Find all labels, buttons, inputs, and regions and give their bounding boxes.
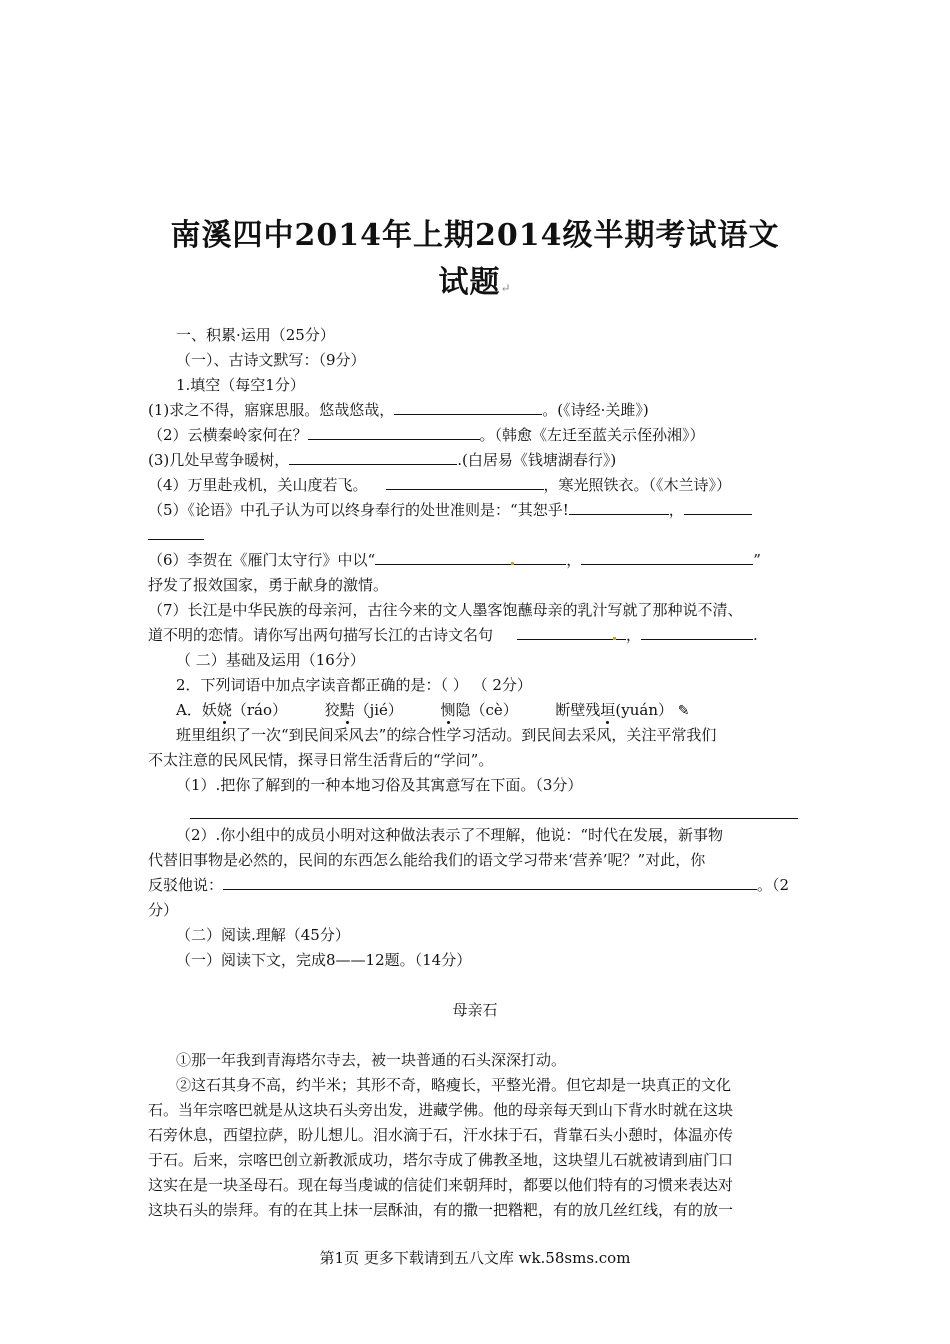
reading-section-heading: （二）阅读.理解（45分）	[176, 926, 350, 944]
answer-blank[interactable]	[148, 525, 204, 540]
section-heading: 一、积累·运用（25分）	[176, 326, 335, 344]
item-2: （2）云横秦岭家何在？ 。（韩愈《左迁至蓝关示侄孙湘》）	[148, 426, 705, 444]
exam-title-line2: 试题↵	[438, 265, 512, 300]
answer-blank[interactable]	[517, 625, 613, 640]
activity-intro: 班里组织了一次“到民间采风去”的综合性学习活动。到民间去采风，关注平常我们	[176, 726, 717, 744]
article-paragraph-2-line: 这实在是一块圣母石。现在每当虔诚的信徒们来朝拜时，都要以他们特有的习惯来表达对	[148, 1176, 734, 1194]
answer-blank[interactable]	[308, 425, 480, 440]
activity-question-1: （1）.把你了解到的一种本地习俗及其寓意写在下面。（3分）	[176, 776, 583, 794]
item-5-continued	[148, 524, 204, 546]
reading-instructions: （一）阅读下文，完成8——12题。（14分）	[176, 951, 472, 969]
answer-blank[interactable]	[289, 450, 457, 465]
question-1: 1.填空（每空1分）	[176, 376, 305, 394]
item-5: （5）《论语》中孔子认为可以终身奉行的处世准则是：“其恕乎! ，	[148, 499, 752, 521]
article-paragraph-2-line: 于石。后来，宗喀巴创立新教派成功，塔尔寺成了佛教圣地，这块望儿石就被请到庙门口	[148, 1151, 734, 1169]
activity-question-2-line3: 反驳他说： 。（2	[148, 876, 790, 894]
question-2: 2．下列词语中加点字读音都正确的是：（ ） （ 2分）	[176, 676, 532, 694]
item-7-continued: 道不明的恋情。请你写出两句描写长江的古诗文名句 ， .	[148, 626, 758, 644]
answer-blank[interactable]	[641, 625, 753, 640]
subsection-heading: （一）、古诗文默写：（9分）	[176, 351, 366, 369]
answer-blank[interactable]	[223, 875, 757, 890]
item-3: (3)几处早莺争暖树， .(白居易《钱塘湖春行》)	[148, 451, 617, 469]
item-4: （4）万里赴戎机，关山度若飞。 ，寒光照铁衣。（《木兰诗》）	[148, 476, 732, 494]
activity-question-2-line4: 分）	[148, 901, 179, 919]
answer-blank[interactable]	[616, 625, 626, 640]
answer-blank[interactable]	[581, 550, 753, 565]
answer-line[interactable]	[190, 808, 798, 819]
answer-blank[interactable]	[386, 475, 544, 490]
paragraph-mark-icon: ↵	[500, 281, 512, 295]
item-6: （6）李贺在《雁门太守行》中以“ ， ”	[148, 551, 761, 569]
edit-glyph-icon: ✎	[677, 703, 690, 719]
page-footer: 第1页 更多下载请到五八文库 wk.58sms.com	[319, 1249, 631, 1267]
item-7: （7）长江是中华民族的母亲河，古往今来的文人墨客饱蘸母亲的乳汁写就了那种说不清、	[148, 601, 743, 619]
article-paragraph-2-line: 石旁休息，西望拉萨，盼儿想儿。泪水滴于石，汗水抹于石，背靠石头小憩时，体温亦传	[148, 1126, 734, 1144]
item-6-continued: 抒发了报效国家，勇于献身的激情。	[148, 576, 389, 594]
item-1: (1)求之不得，寤寐思服。悠哉悠哉， 。(《诗经·关雎》)	[148, 401, 649, 419]
activity-intro-continued: 不太注意的民风民情，探寻日常生活背后的“学问”。	[148, 751, 494, 769]
article-paragraph-2-line: 这块石头的崇拜。有的在其上抹一层酥油，有的撒一把糌粑，有的放几丝红线，有的放一	[148, 1201, 734, 1219]
answer-blank[interactable]	[514, 550, 566, 565]
answer-blank[interactable]	[684, 500, 752, 515]
activity-question-2: （2）.你小组中的成员小明对这种做法表示了不理解，他说：“时代在发展，新事物	[176, 826, 723, 844]
article-title: 母亲石	[452, 1001, 498, 1019]
exam-title: 南溪四中2014年上期2014级半期考试语文	[170, 218, 780, 253]
article-paragraph-2-line: ②这石其身不高，约半米；其形不奇，略瘦长，平整光滑。但它却是一块真正的文化	[176, 1076, 732, 1094]
article-paragraph-2-line: 石。当年宗喀巴就是从这块石头旁出发，进藏学佛。他的母亲每天到山下背水时就在这块	[148, 1101, 734, 1119]
question-2-options: A．妖娆（ráo） 狡黠（jié） 恻隐（cè） 断壁残垣(yuán） ✎	[176, 701, 690, 719]
answer-blank[interactable]	[569, 500, 669, 515]
activity-question-2-line2: 代替旧事物是必然的，民间的东西怎么能给我们的语文学习带来‘营养’呢？”对此，你	[148, 851, 706, 869]
answer-blank[interactable]	[375, 550, 511, 565]
article-paragraph-1: ①那一年我到青海塔尔寺去，被一块普通的石头深深打动。	[176, 1051, 567, 1069]
answer-blank[interactable]	[394, 400, 542, 415]
subsection-heading-2: （ 二）基础及运用（16分）	[176, 651, 365, 669]
